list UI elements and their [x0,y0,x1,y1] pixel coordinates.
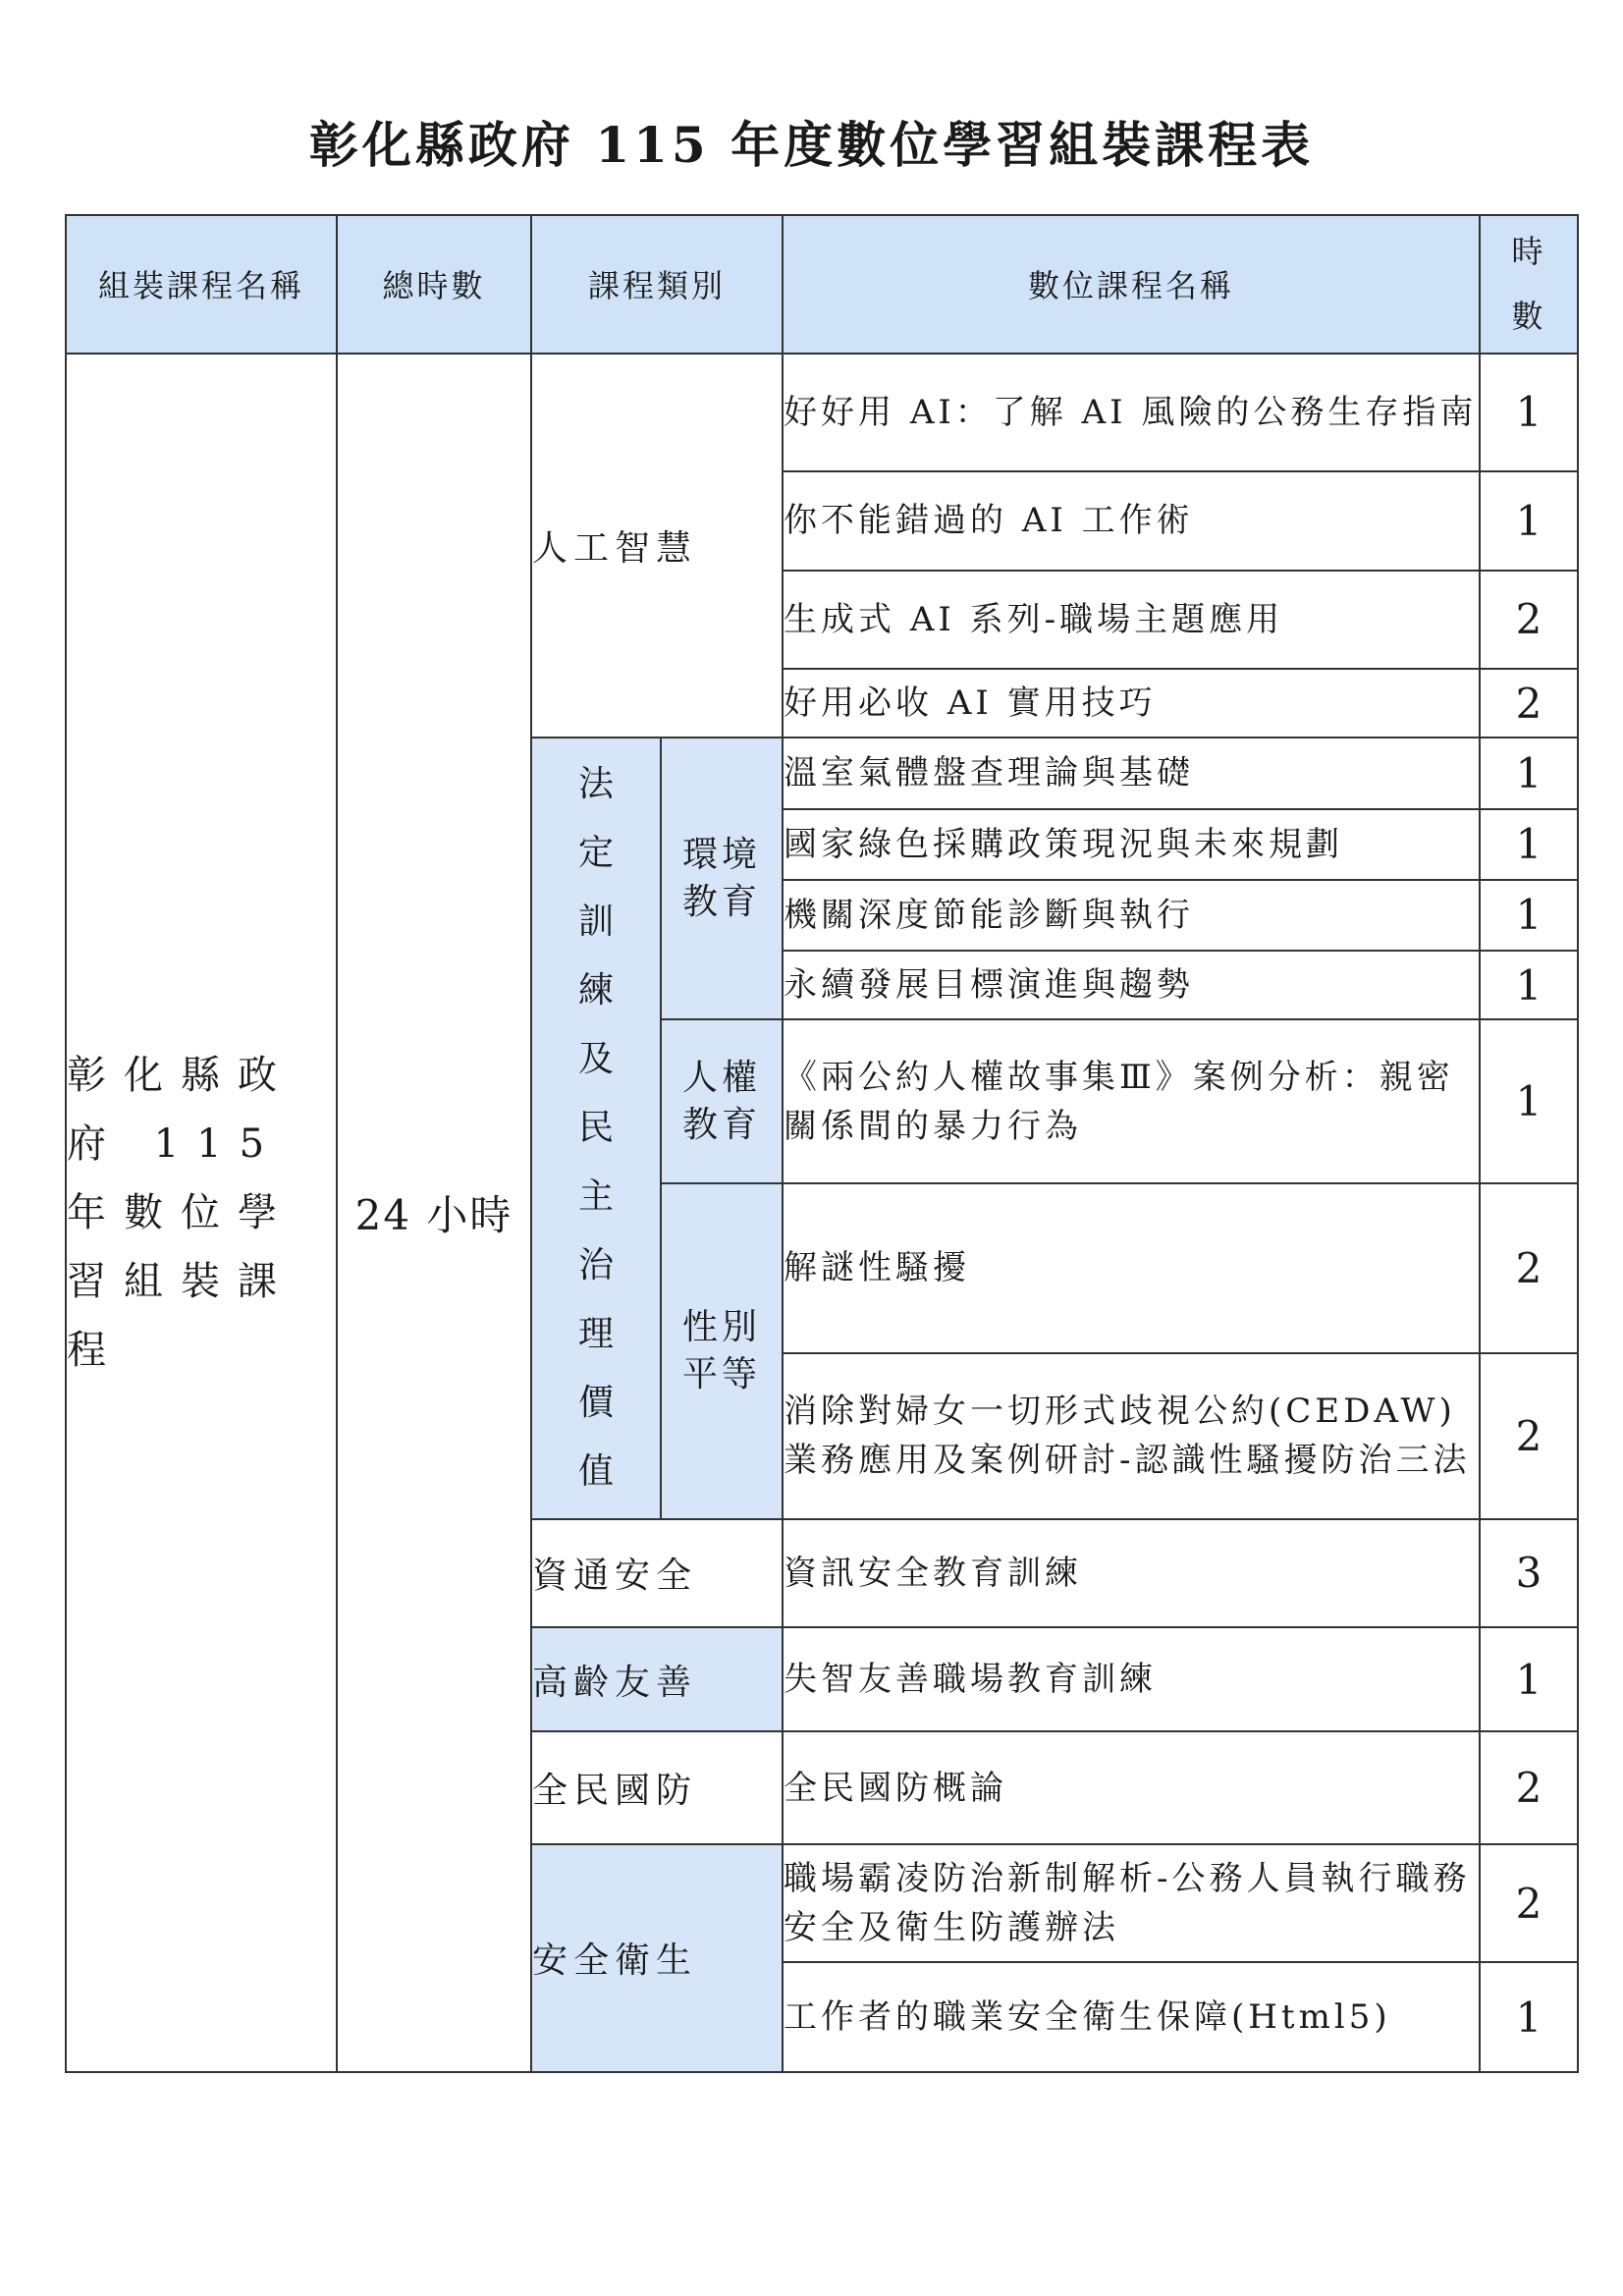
category-ai: 人工智慧 [531,354,783,738]
category-legal-char: 值 [577,1450,614,1492]
course-hours: 1 [1480,354,1578,472]
subcategory-environment-line: 教育 [682,881,762,922]
header-total-hours: 總時數 [337,215,531,354]
course-hours: 1 [1480,1019,1578,1183]
course-name: 好用必收 AI 實用技巧 [783,669,1480,738]
course-name: 你不能錯過的 AI 工作術 [783,471,1480,570]
category-legal-char: 價 [577,1382,614,1423]
course-hours: 2 [1480,669,1578,738]
subcategory-gender-line: 平等 [682,1353,762,1394]
category-legal-char: 法 [577,763,614,804]
category-legal-char: 定 [577,832,614,873]
course-name: 工作者的職業安全衛生保障(Html5) [783,1962,1480,2072]
course-hours: 3 [1480,1519,1578,1627]
course-name: 溫室氣體盤查理論與基礎 [783,738,1480,808]
course-name: 解謎性騷擾 [783,1183,1480,1353]
header-category: 課程類別 [531,215,783,354]
table-header-row [66,215,1578,354]
course-name: 好好用 AI：了解 AI 風險的公務生存指南 [783,354,1480,472]
header-program-name: 組裝課程名稱 [66,215,337,354]
course-name: 機關深度節能診斷與執行 [783,880,1480,951]
course-hours: 2 [1480,571,1578,669]
course-hours: 1 [1480,880,1578,951]
course-hours: 1 [1480,809,1578,880]
course-hours: 2 [1480,1731,1578,1843]
header-hours-line1: 時 [1511,233,1546,271]
category-legal-char: 主 [577,1175,614,1217]
category-legal-training [531,738,661,1518]
category-national-defense: 全民國防 [531,1731,783,1843]
category-infosec: 資通安全 [531,1519,783,1627]
header-hours-line2: 數 [1511,298,1546,336]
course-name: 消除對婦女一切形式歧視公約(CEDAW)業務應用及案例研討-認識性騷擾防治三法 [783,1353,1480,1519]
course-name: 國家綠色採購政策現況與未來規劃 [783,809,1480,880]
course-name: 職場霸凌防治新制解析-公務人員執行職務安全及衛生防護辦法 [783,1844,1480,1963]
program-name-cell: 彰化縣政府 115 年數位學習組裝課程 [66,354,337,2072]
course-name: 《兩公約人權故事集Ⅲ》案例分析：親密關係間的暴力行為 [783,1019,1480,1183]
category-legal-char: 練 [577,969,614,1011]
course-hours: 2 [1480,1844,1578,1963]
course-name: 永續發展目標演進與趨勢 [783,951,1480,1019]
subcategory-environment-line: 環境 [682,834,762,875]
subcategory-human-rights [661,1019,783,1183]
subcategory-human-rights-line: 人權 [682,1057,762,1098]
category-legal-char: 及 [577,1038,614,1079]
total-hours-cell: 24 小時 [337,354,531,2072]
course-name: 生成式 AI 系列-職場主題應用 [783,571,1480,669]
category-legal-char: 訓 [577,901,614,942]
course-name: 資訊安全教育訓練 [783,1519,1480,1627]
course-name: 全民國防概論 [783,1731,1480,1843]
header-course-name: 數位課程名稱 [783,215,1480,354]
category-elderly-friendly: 高齡友善 [531,1627,783,1731]
category-legal-char: 理 [577,1313,614,1354]
course-hours: 1 [1480,951,1578,1019]
course-hours: 1 [1480,738,1578,808]
category-legal-char: 治 [577,1244,614,1285]
page-title: 彰化縣政府 115 年度數位學習組裝課程表 [308,116,1315,174]
category-safety-health: 安全衛生 [531,1844,783,2072]
course-table [65,214,1579,2073]
subcategory-gender-equality [661,1183,783,1518]
course-hours: 1 [1480,1962,1578,2072]
course-hours: 1 [1480,1627,1578,1731]
course-hours: 2 [1480,1183,1578,1353]
course-name: 失智友善職場教育訓練 [783,1627,1480,1731]
subcategory-gender-line: 性別 [682,1306,762,1347]
category-legal-char: 民 [577,1107,614,1148]
subcategory-environment [661,738,783,1019]
subcategory-human-rights-line: 教育 [682,1104,762,1145]
course-hours: 2 [1480,1353,1578,1519]
course-hours: 1 [1480,471,1578,570]
table-row [66,354,1578,472]
header-hours [1480,215,1578,354]
